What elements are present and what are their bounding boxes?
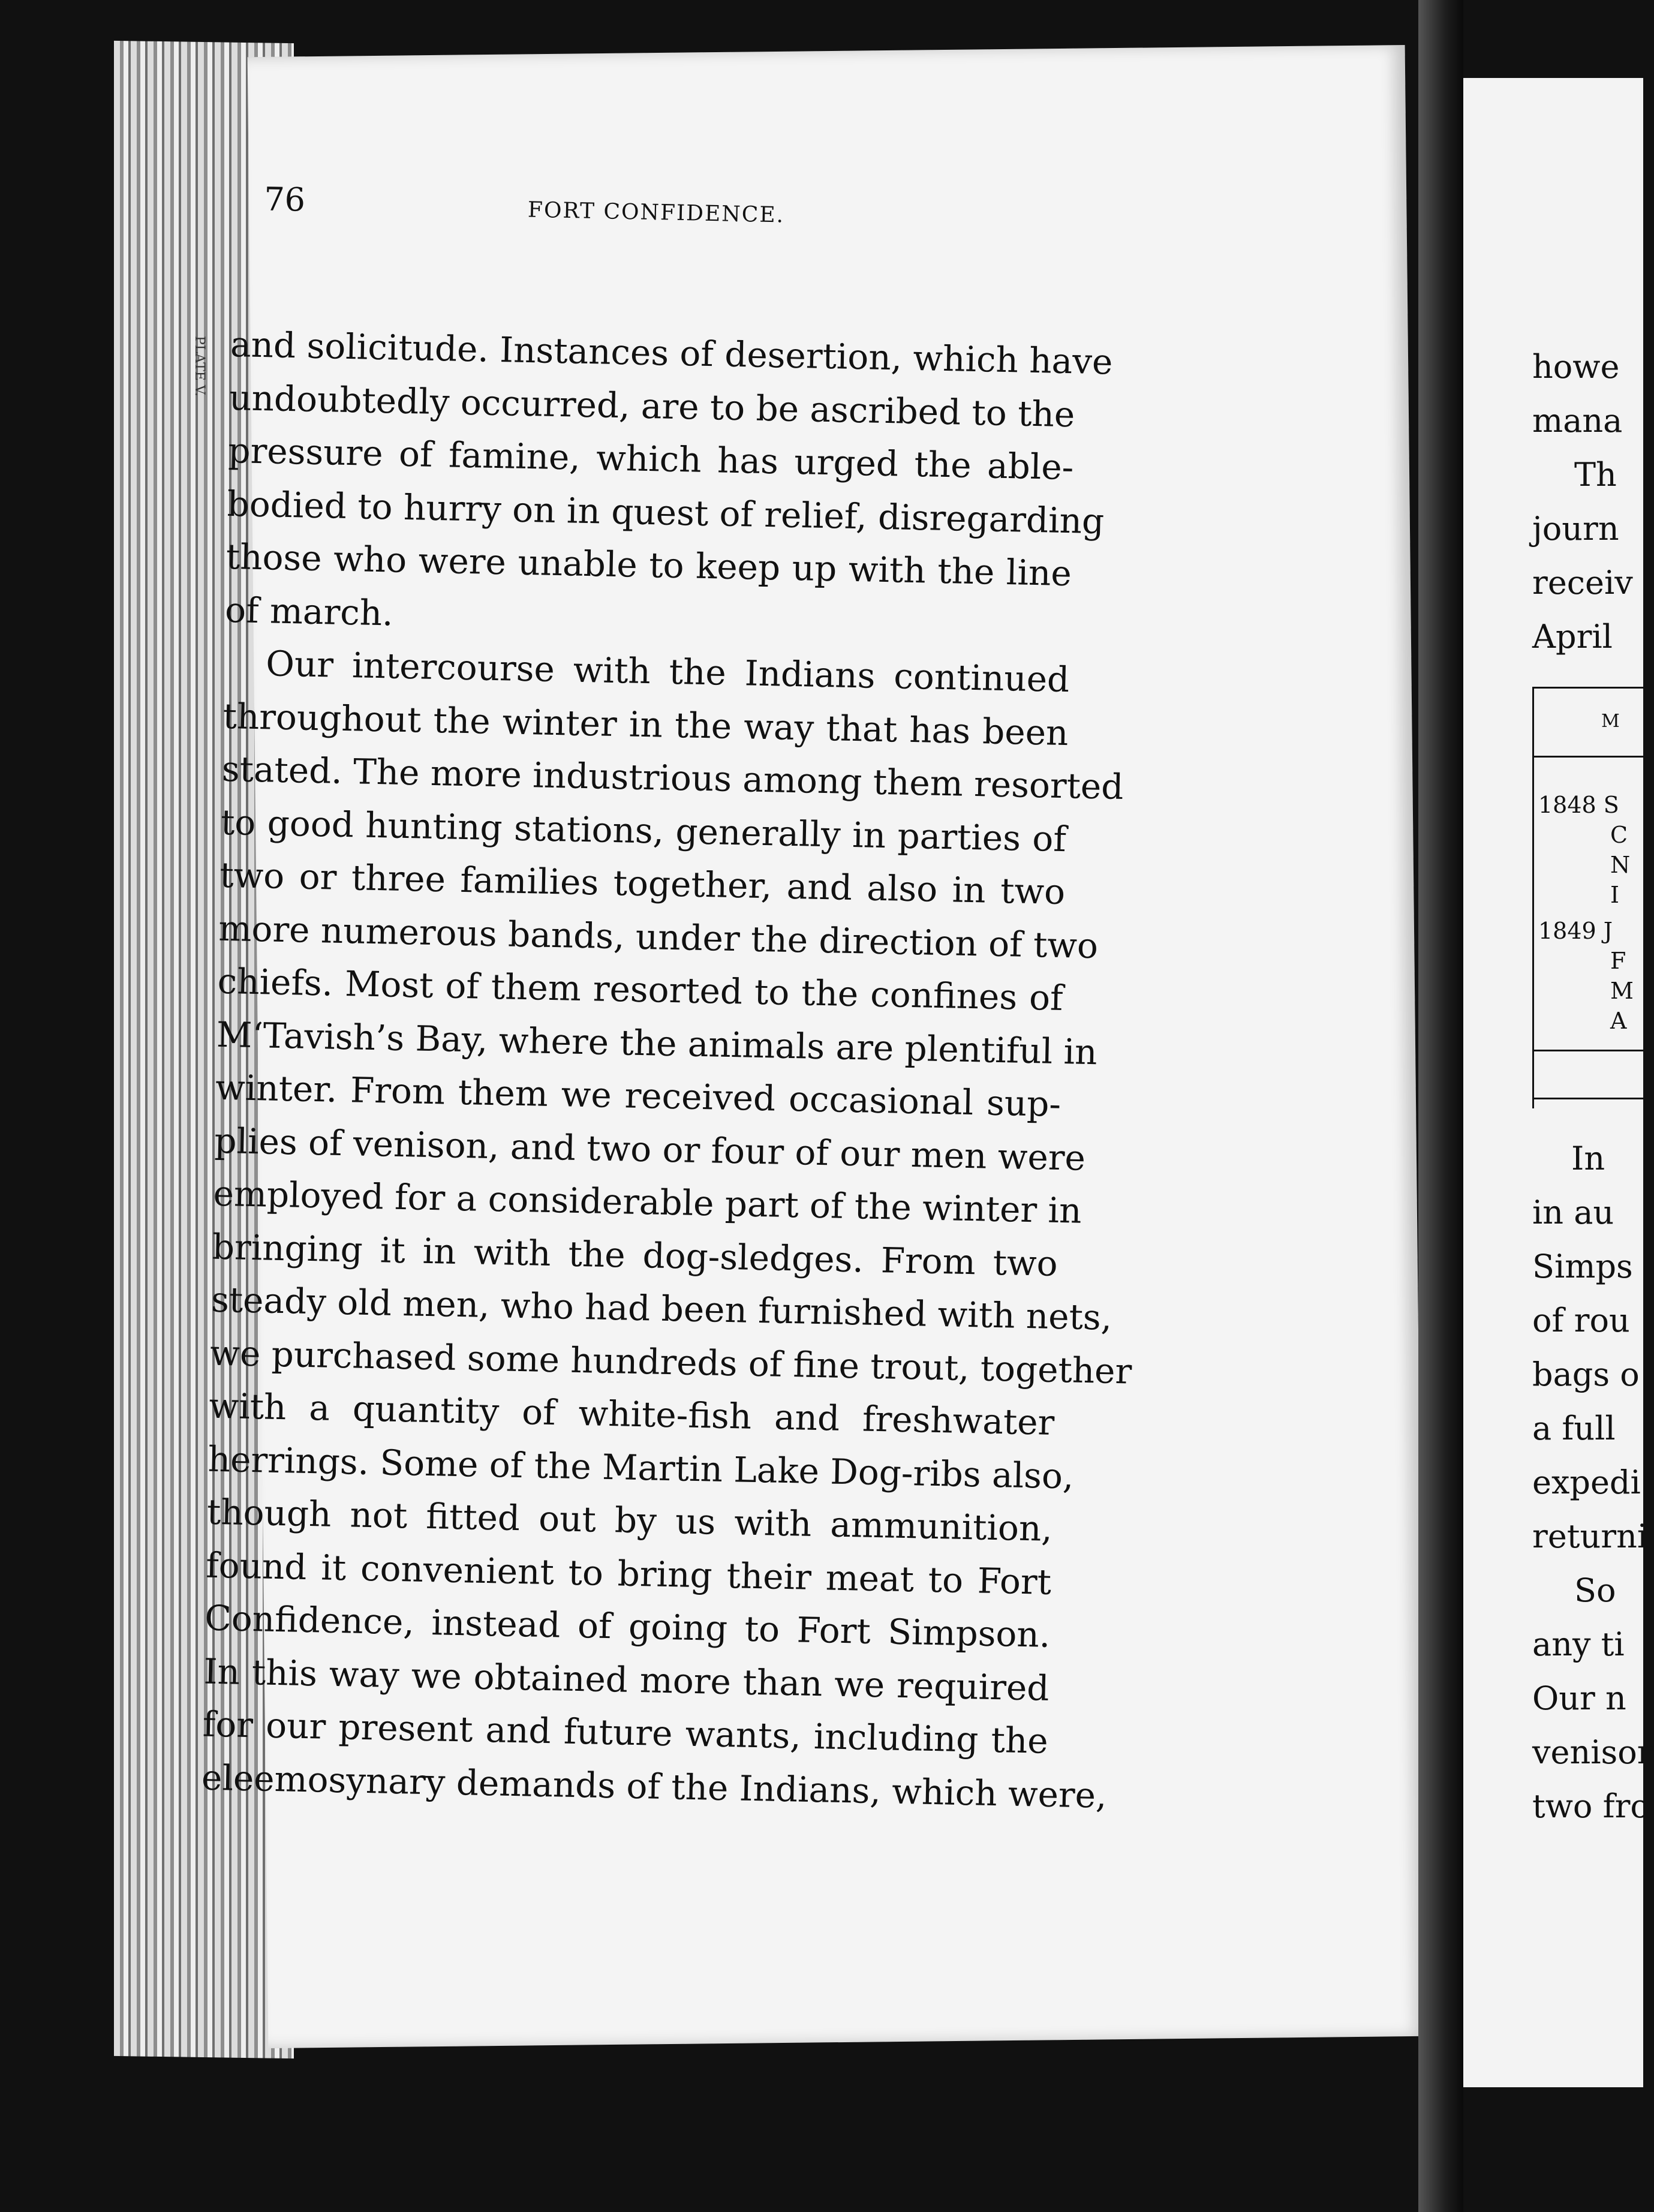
text-fragment: So bbox=[1574, 1571, 1616, 1609]
text-line: those who were unable to keep up with the line bbox=[225, 536, 1072, 594]
text-line: pressure of famine, which has urged the able- bbox=[227, 429, 1074, 488]
text-fragment: returni bbox=[1532, 1517, 1648, 1555]
text-line: for our present and future wants, including the bbox=[202, 1703, 1049, 1762]
table-rule bbox=[1534, 1050, 1654, 1051]
text-line: steady old men, who had been furnished with nets, bbox=[210, 1279, 1112, 1338]
text-fragment: mana bbox=[1532, 402, 1623, 440]
running-title: FORT CONFIDENCE. bbox=[527, 197, 785, 228]
text-line: herrings. Some of the Martin Lake Dog-ribs also, bbox=[207, 1438, 1075, 1497]
text-line: found it convenient to bring their meat to Fort bbox=[205, 1544, 1052, 1603]
paragraph bbox=[224, 318, 1114, 653]
text-fragment: a full bbox=[1532, 1409, 1616, 1447]
paragraph bbox=[201, 636, 1132, 1821]
text-line: undoubtedly occurred, are to be ascribed to the bbox=[228, 377, 1075, 435]
body-text bbox=[201, 318, 1132, 1821]
book-gutter bbox=[1418, 0, 1463, 2212]
text-line: of march. bbox=[224, 589, 394, 634]
table-cell: N bbox=[1610, 852, 1631, 878]
text-line: to good hunting stations, generally in parties of bbox=[220, 801, 1067, 859]
text-fragment: Our n bbox=[1532, 1679, 1626, 1717]
text-fragment: of rou bbox=[1532, 1302, 1630, 1339]
table-cell: M bbox=[1610, 978, 1634, 1004]
text-fragment: any ti bbox=[1532, 1625, 1625, 1663]
table-cell: C bbox=[1610, 822, 1628, 848]
text-line: Confidence, instead of going to Fort Simpson. bbox=[204, 1597, 1051, 1655]
table-cell: I bbox=[1610, 882, 1620, 908]
text-line: two or three families together, and also in two bbox=[219, 854, 1066, 913]
text-fragment: bags o bbox=[1532, 1356, 1640, 1393]
text-fragment: In bbox=[1571, 1140, 1605, 1177]
text-line: bodied to hurry on in quest of relief, disregarding bbox=[227, 483, 1105, 542]
text-line: winter. From them we received occasional sup- bbox=[215, 1066, 1061, 1125]
plate-label: PLATE V. bbox=[192, 336, 207, 396]
text-line: more numerous bands, under the direction of two bbox=[218, 907, 1099, 966]
text-line: M‘Tavish’s Bay, where the animals are plentiful in bbox=[216, 1014, 1098, 1072]
text-line: throughout the winter in the way that has been bbox=[222, 695, 1069, 753]
table-cell: F bbox=[1610, 948, 1626, 974]
table-header: M bbox=[1601, 711, 1620, 732]
text-fragment: howe bbox=[1532, 348, 1620, 386]
table-rule bbox=[1534, 756, 1654, 758]
text-fragment: in au bbox=[1532, 1194, 1614, 1231]
text-line: chiefs. Most of them resorted to the confines of bbox=[217, 960, 1064, 1019]
page-number: 76 bbox=[263, 180, 306, 219]
text-line: eleemosynary demands of the Indians, which were, bbox=[201, 1757, 1108, 1816]
text-line: we purchased some hundreds of fine trout, together bbox=[209, 1332, 1132, 1391]
text-line: Our intercourse with the Indians continued bbox=[265, 643, 1070, 701]
text-line: with a quantity of white-fish and freshwater bbox=[208, 1385, 1055, 1443]
text-line: employed for a considerable part of the winter in bbox=[213, 1173, 1082, 1231]
text-fragment: two fro bbox=[1532, 1787, 1650, 1825]
table-cell: 1848 S bbox=[1538, 792, 1619, 818]
text-line: bringing it in with the dog-sledges. From two bbox=[212, 1226, 1058, 1284]
text-fragment: journ bbox=[1532, 510, 1619, 548]
text-fragment: April bbox=[1532, 618, 1613, 656]
text-line: In this way we obtained more than we required bbox=[203, 1651, 1050, 1709]
text-line: plies of venison, and two or four of our men were bbox=[213, 1120, 1086, 1179]
table-rule bbox=[1534, 1098, 1654, 1099]
text-fragment: Th bbox=[1574, 456, 1617, 494]
text-line: though not fitted out by us with ammunition, bbox=[206, 1491, 1053, 1549]
text-fragment: Simps bbox=[1532, 1248, 1633, 1285]
table-cell: A bbox=[1610, 1008, 1627, 1034]
right-page bbox=[1463, 78, 1653, 2087]
text-line: and solicitude. Instances of desertion, which have bbox=[230, 323, 1114, 383]
text-fragment: venisor bbox=[1532, 1733, 1653, 1771]
table-cell: 1849 J bbox=[1538, 918, 1613, 944]
table-frame bbox=[1532, 687, 1654, 1108]
text-line: stated. The more industrious among them resorted bbox=[221, 748, 1124, 808]
text-fragment: receiv bbox=[1532, 564, 1633, 602]
text-fragment: expedi bbox=[1532, 1463, 1641, 1501]
